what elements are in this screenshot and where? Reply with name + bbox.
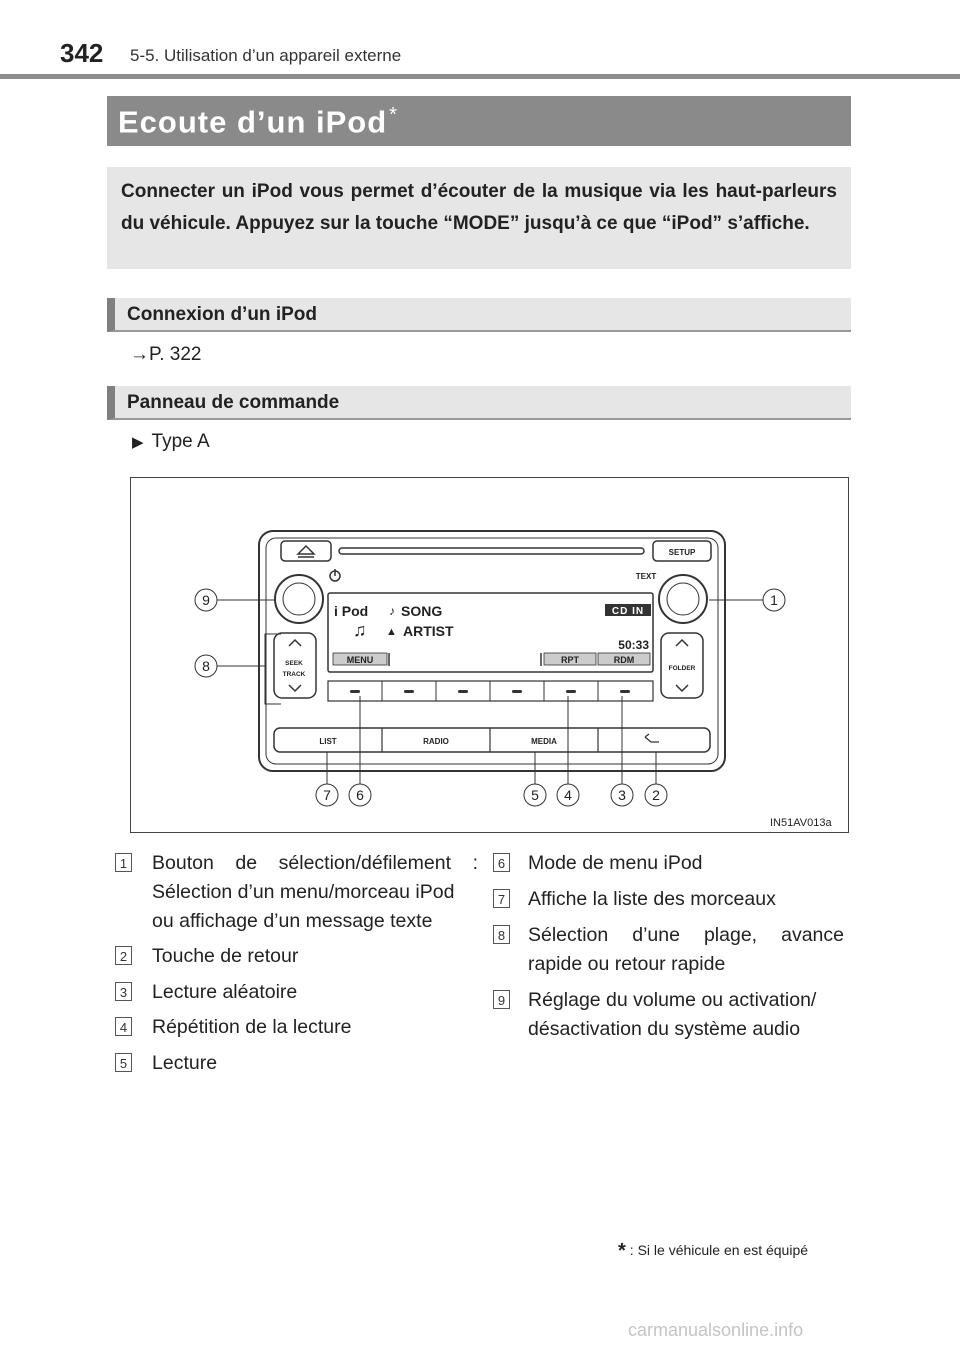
legend-item-6: Mode de menu iPod bbox=[528, 852, 703, 874]
svg-text:TRACK: TRACK bbox=[282, 671, 306, 678]
legend-item-9: Réglage du volume ou activation/ désactivation du système audio bbox=[528, 989, 817, 1040]
screen-artist: ARTIST bbox=[403, 623, 454, 639]
watermark: carmanualsonline.info bbox=[628, 1320, 804, 1340]
legend-number: 3 bbox=[115, 982, 132, 1001]
screen-time: 50:33 bbox=[618, 638, 649, 652]
legend-number: 6 bbox=[493, 853, 510, 872]
triangle-bullet-icon: ▶ bbox=[132, 434, 144, 451]
legend-item-1: Bouton de sélection/défilement : Sélection d’un menu/morceau iPod ou affichage d’un message texte bbox=[152, 852, 478, 932]
callout-1: 1 bbox=[770, 592, 778, 608]
subheading-connection-label: Connexion d’un iPod bbox=[127, 304, 317, 325]
legend-item-3: Lecture aléatoire bbox=[152, 981, 298, 1003]
legend-number: 1 bbox=[115, 853, 132, 872]
setup-button-label: SETUP bbox=[668, 548, 696, 557]
legend-number: 4 bbox=[115, 1017, 132, 1036]
radio-button-label: RADIO bbox=[423, 737, 449, 746]
page-number: 342 bbox=[60, 38, 104, 68]
subheading-control-panel-label: Panneau de commande bbox=[127, 392, 340, 413]
screen-source: i Pod bbox=[334, 603, 369, 619]
callout-9: 9 bbox=[202, 592, 210, 608]
callout-2: 2 bbox=[652, 787, 660, 803]
figure-code: IN51AV013a bbox=[770, 817, 832, 829]
section-breadcrumb: 5-5. Utilisation d’un appareil externe bbox=[130, 46, 402, 65]
footnote-asterisk: * bbox=[618, 1240, 626, 1262]
screen-input: CD IN bbox=[611, 606, 645, 617]
footnote: * : Si le véhicule en est équipé bbox=[618, 1240, 809, 1262]
callout-7: 7 bbox=[323, 787, 331, 803]
music-note-icon: ♫ bbox=[353, 620, 367, 640]
artist-icon: ▲ bbox=[386, 626, 397, 638]
svg-text:SEEK: SEEK bbox=[285, 660, 303, 667]
page-reference: →P. 322 bbox=[130, 344, 202, 365]
svg-text:♪: ♪ bbox=[389, 604, 395, 618]
title-asterisk: * bbox=[389, 104, 398, 126]
legend-item-4: Répétition de la lecture bbox=[152, 1016, 352, 1038]
radio-unit-illustration bbox=[131, 478, 848, 832]
legend-number: 5 bbox=[115, 1053, 132, 1072]
screen-rpt: RPT bbox=[561, 655, 579, 665]
subheading-connection bbox=[107, 298, 851, 332]
callout-5: 5 bbox=[531, 787, 539, 803]
screen-menu: MENU bbox=[346, 655, 374, 665]
legend-item-8: Sélection d’une plage, avance rapide ou retour rapide bbox=[528, 924, 844, 975]
header-divider bbox=[0, 74, 960, 79]
intro-text: Connecter un iPod vous permet d’écouter de la musique via les haut-parleurs du véhicule. Appuyez sur la touche “MODE” jusqu’à ce que “iPod” s’affiche. bbox=[121, 181, 837, 234]
screen-song: SONG bbox=[401, 603, 443, 619]
list-button-label: LIST bbox=[319, 737, 337, 746]
legend-item-5: Lecture bbox=[152, 1052, 218, 1074]
text-button-label: TEXT bbox=[635, 572, 657, 581]
legend-number: 8 bbox=[493, 925, 510, 944]
page-title: Ecoute d’un iPod * bbox=[118, 104, 398, 140]
control-panel-figure bbox=[130, 477, 849, 833]
legend-number: 7 bbox=[493, 889, 510, 908]
svg-text:FOLDER: FOLDER bbox=[668, 665, 696, 672]
legend-item-7: Affiche la liste des morceaux bbox=[528, 888, 776, 910]
legend-number: 9 bbox=[493, 990, 510, 1009]
media-button-label: MEDIA bbox=[531, 737, 557, 746]
callout-4: 4 bbox=[564, 787, 572, 803]
callout-8: 8 bbox=[202, 658, 210, 674]
callout-3: 3 bbox=[618, 787, 626, 803]
subheading-control-panel bbox=[107, 386, 851, 420]
legend-number: 2 bbox=[115, 946, 132, 965]
callout-6: 6 bbox=[356, 787, 364, 803]
type-label: ▶ Type A bbox=[132, 431, 210, 452]
legend-item-2: Touche de retour bbox=[152, 945, 299, 967]
screen-rdm: RDM bbox=[613, 655, 635, 665]
